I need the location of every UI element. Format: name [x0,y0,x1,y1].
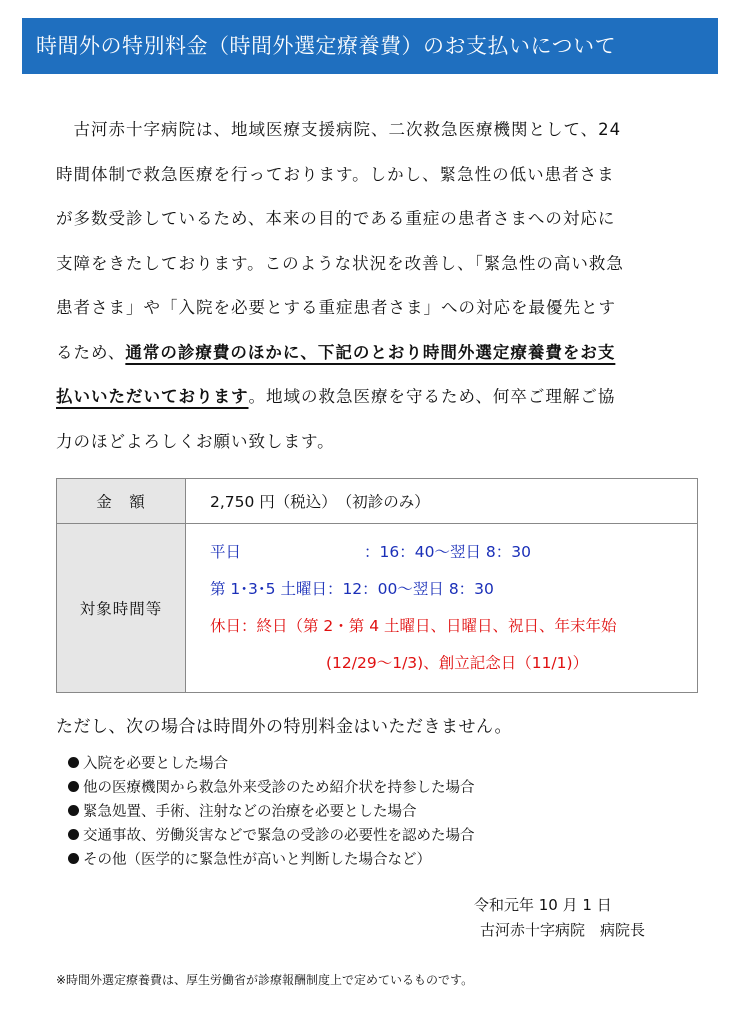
bullet-icon [68,757,79,768]
list-item-text: 緊急処置、手術、注射などの治療を必要とした場合 [83,804,417,820]
intro-line: 力のほどよろしくお願い致します。 [56,431,335,451]
intro-line: 患者さま」や「入院を必要とする重症患者さま」への対応を最優先とす [56,298,616,317]
list-item-text: 入院を必要とした場合 [83,756,228,772]
intro-text: るため、 [56,342,126,362]
intro-line: 支障をきたしております。このような状況を改善し、「緊急性の高い救急 [56,253,624,273]
list-item-text: 他の医療機関から救急外来受診のため紹介状を持参した場合 [83,780,475,796]
list-item [68,800,475,824]
exceptions-heading: ただし、次の場合は時間外の特別料金はいただきません。 [56,717,513,737]
list-item-text: 交通事故、労働災害などで緊急の受診の必要性を認めた場合 [83,828,475,844]
exceptions-list [68,752,475,872]
list-item-text: その他（医学的に緊急性が高いと判断した場合など） [83,852,431,868]
list-item [68,848,475,872]
emphasis-text: 払いいただいております [56,387,249,406]
issue-date: 令和元年 10 月 1 日 [474,896,612,914]
list-item [68,824,475,848]
weekday-label: 平日 [210,543,242,561]
amount-value: 2,750 円（税込） （初診のみ） [186,479,698,524]
list-item [68,776,475,800]
bullet-icon [68,805,79,816]
intro-line: 時間体制で救急医療を行っております。しかし、緊急性の低い患者さま [56,164,615,184]
intro-line-text: 古河赤十字病院は、地域医療支援病院、二次救急医療機関として、24 [73,120,622,139]
time-values [186,524,698,693]
page-title: 時間外の特別料金（時間外選定療養費）のお支払いについて [22,18,718,74]
amount-row [57,479,698,524]
intro-line [56,375,696,420]
emphasis-text: 通常の診療費のほかに、下記のとおり時間外選定療養費をお支 [125,342,616,362]
bullet-icon [68,829,79,840]
saturday-hours: 第 1･3･5 土曜日：12：00～翌日 8：30 [210,580,494,598]
time-label: 対象時間等 [57,524,186,693]
amount-label: 金 額 [57,479,186,524]
weekday-value: ：16：40～翌日 8：30 [364,543,531,561]
time-row [57,524,698,693]
fee-table [56,478,698,693]
intro-line [56,331,696,376]
weekday-hours [210,534,697,571]
intro-line [56,108,696,153]
footnote: ※時間外選定療養費は、厚生労働省が診療報酬制度上で定めているものです。 [56,973,474,987]
holiday-hours-cont: (12/29～1/3)、創立記念日（11/1)） [326,654,589,672]
signature: 古河赤十字病院 病院長 [480,921,646,939]
holiday-hours: 休日：終日（第 2・第 4 土曜日、日曜日、祝日、年末年始 [210,617,617,635]
intro-text: 。地域の救急医療を守るため、何卒ご理解ご協 [248,387,616,406]
bullet-icon [68,781,79,792]
bullet-icon [68,853,79,864]
list-item [68,752,475,776]
intro-paragraph [56,108,696,464]
intro-line: が多数受診しているため、本来の目的である重症の患者さまへの対応に [56,209,616,228]
